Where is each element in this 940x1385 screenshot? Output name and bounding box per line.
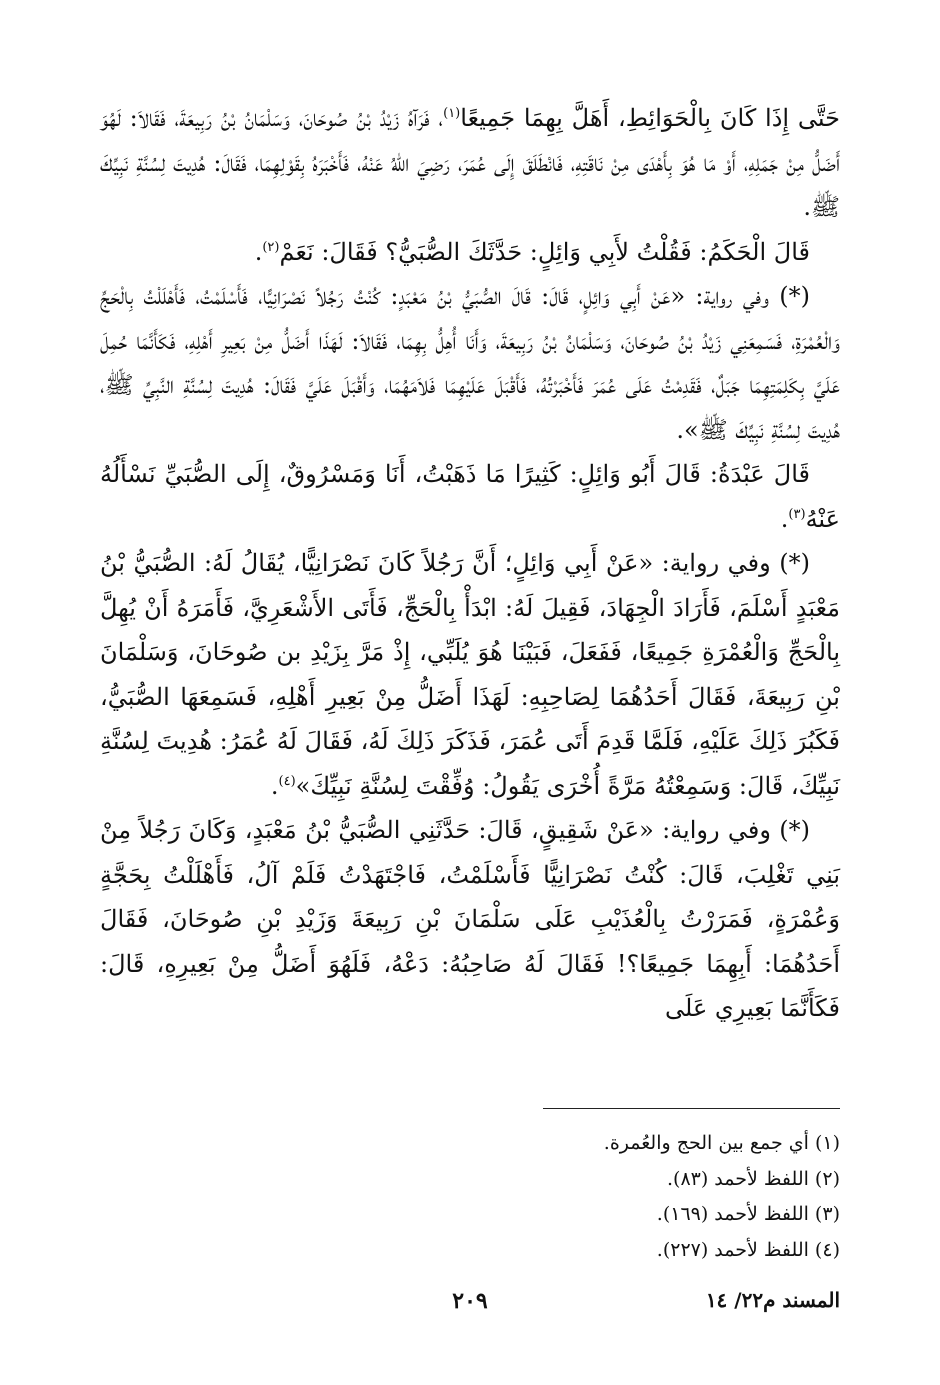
volume-signature: المسند م٢٢/ ١٤: [705, 1288, 840, 1312]
paragraph-6-text: (*) وفي رواية: «عَنْ شَقِيقٍ، قَالَ: حَدَّثَنِي الصُّبَيُّ بْنُ مَعْبَدٍ، وَكَانَ رَجُلاً مِنْ بَنِي تَغْلِبَ، قَالَ: كُنْتُ نَصْرَانِيًّا فَأَسْلَمْتُ، فَاجْتَهَدْتُ فَلَمْ آلُ، فَأَهْلَلْتُ بِحَجَّةٍ وَعُمْرَةٍ، فَمَرَرْتُ بِالْعُذَيْبِ عَلَى سَلْمَانَ بْنِ رَبِيعَةَ وَزَيْدِ بْنِ صُوحَانَ، فَقَالَ أَحَدُهُمَا: أَبِهِمَا جَمِيعًا؟! فَقَالَ لَهُ صَاحِبُهُ: دَعْهُ، فَلَهُوَ أَضَلُّ مِنْ بَعِيرِهِ، قَالَ: فَكَأَنَّمَا بَعِيرِي عَلَى: [100, 816, 840, 1022]
page-number: ٢٠٩: [452, 1288, 488, 1314]
paragraph-1: [100, 96, 840, 230]
footnote-ref-2: (٢): [262, 239, 280, 255]
paragraph-6: [100, 808, 840, 1031]
paragraph-1-tail: ، فَرَآهُ زَيْدُ بْنُ صُوحَانَ، وَسَلْمَانُ بْنُ رَبِيعَةَ، فَقَالاَ: لَهُوَ أَضَلُّ مِنْ جَمَلِهِ، أَوْ مَا هُوَ بِأَهْدَى مِنْ نَاقَتِهِ، فَانْطَلَقَ إِلَى عُمَرَ، رَضِيَ اللهُ عَنْهُ، فَأَخْبَرَهُ بِقَوْلِهِمَا، فَقَالَ: هُدِيتَ لِسُنَّةِ نَبِيِّكَ ﷺ.: [100, 104, 840, 221]
footnote-ref-4: (٤): [278, 773, 296, 789]
footnote-ref-3: (٣): [788, 506, 806, 522]
paragraph-1-text: حَتَّى إِذَا كَانَ بِالْحَوَائِطِ، أَهَلَّ بِهِمَا جَمِيعًا: [460, 104, 840, 132]
footnotes: [100, 1126, 840, 1268]
paragraph-2: [100, 230, 840, 275]
footnote-3: (٣) اللفظ لأحمد (١٦٩).: [656, 1203, 840, 1225]
paragraph-3: [100, 274, 840, 452]
main-text: [100, 96, 840, 1031]
footnote-1: (١) أي جمع بين الحج والعُمرة.: [603, 1132, 840, 1154]
paragraph-2-tail: .: [254, 237, 263, 266]
paragraph-3-text: (*) وفي رواية: «عَنْ أَبِي وَائِلٍ، قَالَ: قَالَ الصُّبَيُّ بْنُ مَعْبَدٍ: كُنْتُ رَجُلاً نَصْرَانِيًّا، فَأَسْلَمْتُ، فَأَهْلَلْتُ بِالْحَجِّ وَالْعُمْرَةِ، فَسَمِعَنِي زَيْدُ بْنُ صُوحَانَ، وَسَلْمَانُ بْنُ رَبِيعَةَ، وَأَنَا أُهِلُّ بِهِمَا، فَقَالاَ: لَهَذَا أَضَلُّ مِنْ بَعِيرِ أَهْلِهِ، فَكَأَنَّمَا حُمِلَ عَلَيَّ بِكَلِمَتِهِمَا جَبَلٌ، فَقَدِمْتُ عَلَى عُمَرَ فَأَخْبَرْتُهُ، فَأَقْبَلَ عَلَيْهِمَا فَلاَمَهُمَا، وَأَقْبَلَ عَلَيَّ فَقَالَ: هُدِيتَ لِسُنَّةِ النَّبِيِّ ﷺ، هُدِيتَ لِسُنَّةِ نَبِيِّكَ ﷺ».: [100, 282, 840, 444]
footnote-2: (٢) اللفظ لأحمد (٨٣).: [666, 1167, 840, 1190]
footnote-ref-1: (١): [443, 106, 461, 121]
paragraph-5: [100, 541, 840, 808]
paragraph-4: [100, 452, 840, 541]
paragraph-4-tail: .: [780, 504, 789, 533]
footnote-divider: [543, 1108, 840, 1109]
paragraph-5-text: (*) وفي رواية: «عَنْ أَبِي وَائِلٍ؛ أَنَّ رَجُلاً كَانَ نَصْرَانِيًّا، يُقَالُ لَهُ: الصُّبَيُّ بْنُ مَعْبَدٍ أَسْلَمَ، فَأَرَادَ الْجِهَادَ، فَقِيلَ لَهُ: ابْدَأْ بِالْحَجِّ، فَأَتَى الأَشْعَرِيَّ، فَأَمَرَهُ أَنْ يُهِلَّ بِالْحَجِّ وَالْعُمْرَةِ جَمِيعًا، فَفَعَلَ، فَبَيْنَا هُوَ يُلَبِّي، إِذْ مَرَّ بِزَيْدِ بن صُوحَانَ، وَسَلْمَانَ بْنِ رَبِيعَةَ، فَقَالَ أَحَدُهُمَا لِصَاحِبِهِ: لَهَذَا أَضَلُّ مِنْ بَعِيرِ أَهْلِهِ، فَسَمِعَهَا الصُّبَيُّ، فَكَبُرَ ذَلِكَ عَلَيْهِ، فَلَمَّا قَدِمَ أَتَى عُمَرَ، فَذَكَرَ ذَلِكَ لَهُ، فَقَالَ لَهُ عُمَرُ: هُدِيتَ لِسُنَّةِ نَبِيِّكَ، قَالَ: وَسَمِعْتُهُ مَرَّةً أُخْرَى يَقُولُ: وُفِّقْتَ لِسُنَّةِ نَبِيِّكَ»: [100, 549, 840, 800]
paragraph-4-text: قَالَ عَبْدَةُ: قَالَ أَبُو وَائِلٍ: كَثِيرًا مَا ذَهَبْتُ، أَنَا وَمَسْرُوقٌ، إِلَى الصُّبَيِّ نَسْأَلُهُ عَنْهُ: [100, 460, 840, 533]
paragraph-5-tail: .: [270, 771, 279, 800]
page-footer: [100, 1288, 840, 1328]
footnote-4: (٤) اللفظ لأحمد (٢٢٧).: [656, 1238, 840, 1261]
paragraph-2-text: قَالَ الْحَكَمُ: فَقُلْتُ لأَبِي وَائِلٍ: حَدَّثَكَ الصُّبَيُّ؟ فَقَالَ: نَعَمْ: [279, 237, 810, 266]
